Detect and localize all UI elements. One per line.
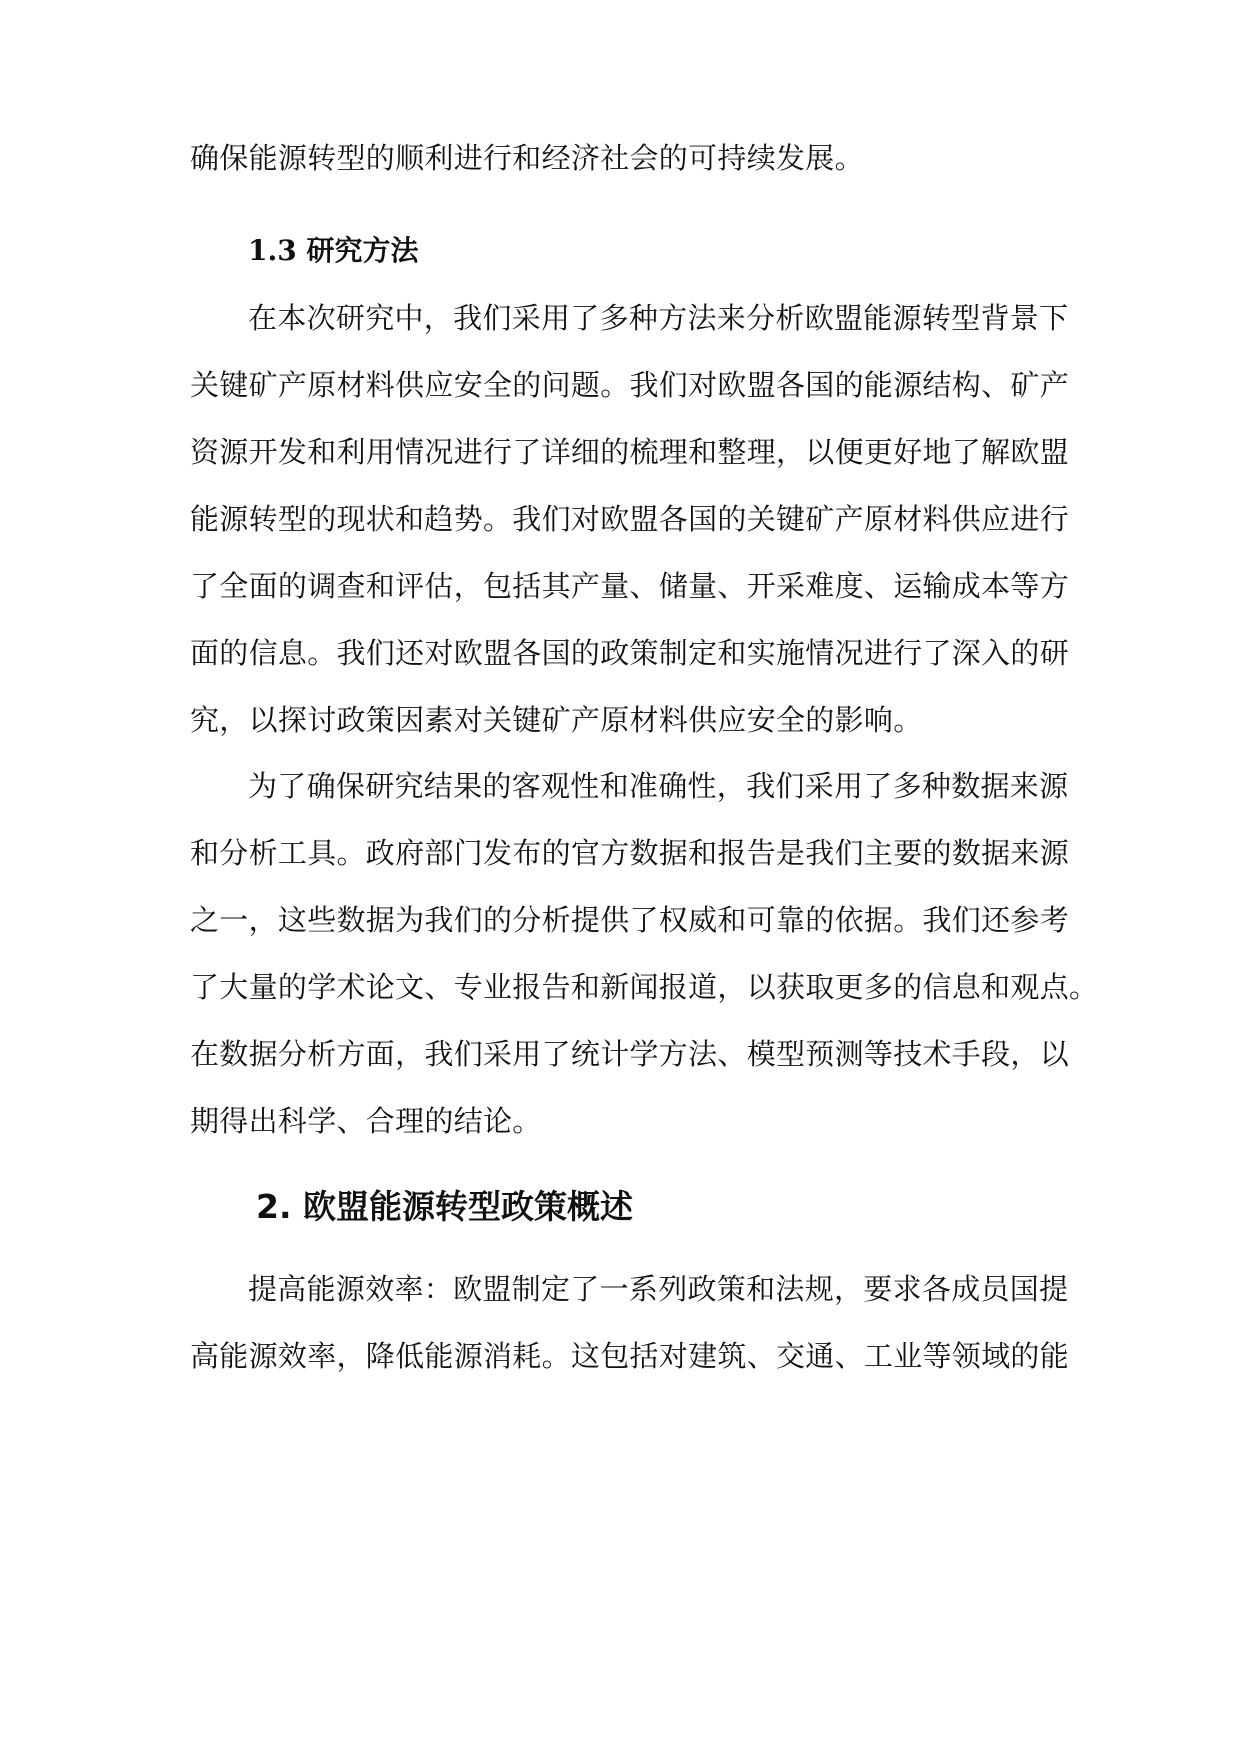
section-heading-1-3: 1.3 研究方法 bbox=[248, 234, 419, 267]
paragraph-line: 关键矿产原材料供应安全的问题。我们对欧盟各国的能源结构、矿产 bbox=[190, 368, 1070, 402]
paragraph-line: 面的信息。我们还对欧盟各国的政策制定和实施情况进行了深入的研 bbox=[190, 636, 1070, 670]
paragraph-line: 资源开发和利用情况进行了详细的梳理和整理，以便更好地了解欧盟 bbox=[190, 435, 1070, 469]
paragraph-line: 在数据分析方面，我们采用了统计学方法、模型预测等技术手段，以 bbox=[190, 1037, 1070, 1071]
paragraph-line: 高能源效率，降低能源消耗。这包括对建筑、交通、工业等领域的能 bbox=[190, 1339, 1070, 1373]
paragraph-line: 究，以探讨政策因素对关键矿产原材料供应安全的影响。 bbox=[190, 703, 923, 737]
paragraph-line: 了大量的学术论文、专业报告和新闻报道，以获取更多的信息和观点。 bbox=[190, 970, 1099, 1004]
paragraph-line: 提高能源效率：欧盟制定了一系列政策和法规，要求各成员国提 bbox=[248, 1272, 1069, 1306]
paragraph-line: 为了确保研究结果的客观性和准确性，我们采用了多种数据来源 bbox=[248, 769, 1069, 803]
paragraph-line: 了全面的调查和评估，包括其产量、储量、开采难度、运输成本等方 bbox=[190, 569, 1070, 603]
paragraph-line: 确保能源转型的顺利进行和经济社会的可持续发展。 bbox=[190, 141, 864, 175]
paragraph-line: 在本次研究中，我们采用了多种方法来分析欧盟能源转型背景下 bbox=[248, 301, 1069, 335]
paragraph-line: 期得出科学、合理的结论。 bbox=[190, 1104, 542, 1138]
section-heading-2: 2. 欧盟能源转型政策概述 bbox=[256, 1187, 633, 1226]
paragraph-line: 之一，这些数据为我们的分析提供了权威和可靠的依据。我们还参考 bbox=[190, 903, 1070, 937]
paragraph-line: 和分析工具。政府部门发布的官方数据和报告是我们主要的数据来源 bbox=[190, 836, 1070, 870]
paragraph-line: 能源转型的现状和趋势。我们对欧盟各国的关键矿产原材料供应进行 bbox=[190, 502, 1070, 536]
